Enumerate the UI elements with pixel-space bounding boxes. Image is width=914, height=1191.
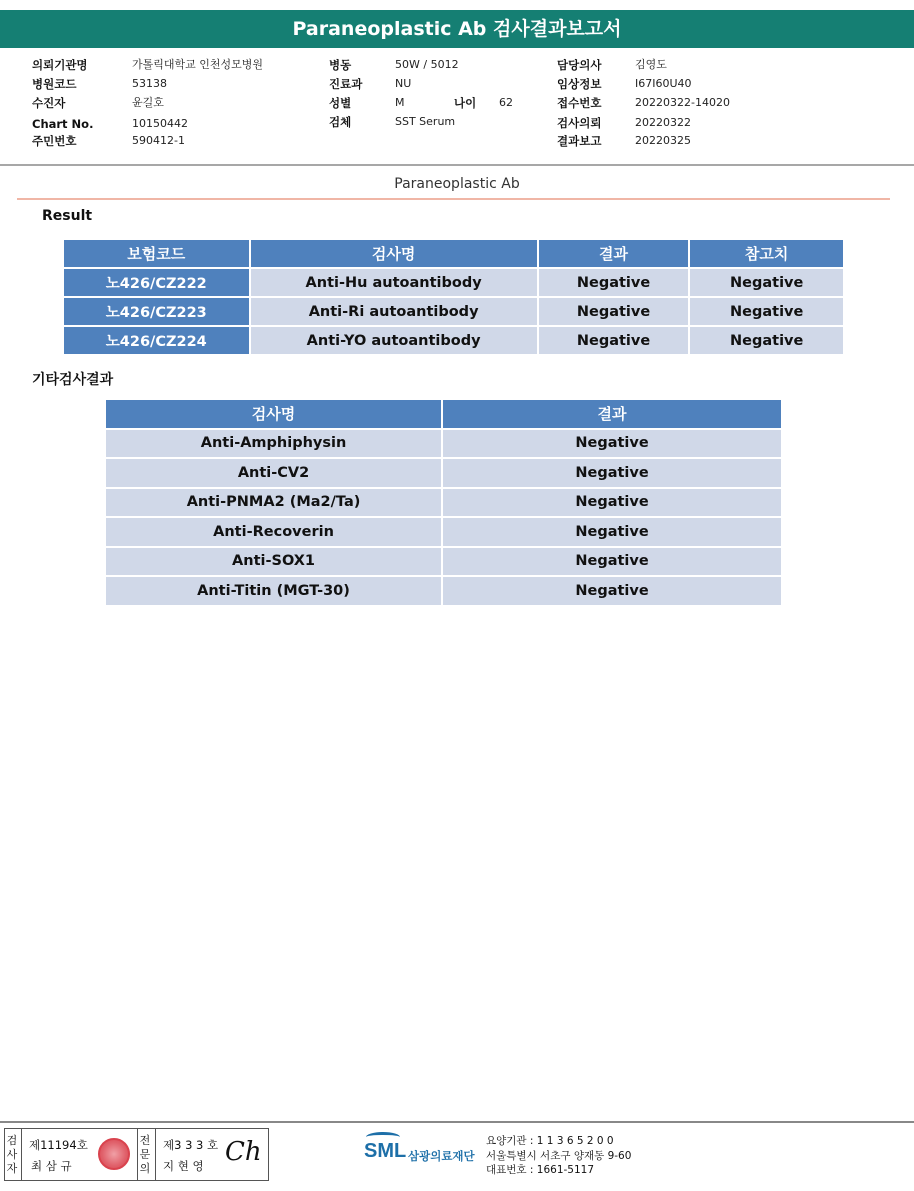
examiner-number: 제11194호 [29, 1138, 88, 1152]
organization-name: 삼광의료재단 [408, 1149, 475, 1163]
value-department: NU [395, 77, 412, 90]
value-report-date: 20220325 [635, 134, 691, 147]
table-row [63, 326, 844, 355]
value-clinical-info: I67I60U40 [635, 77, 692, 90]
value-request-date: 20220322 [635, 116, 691, 129]
specialist-label [139, 1134, 153, 1176]
label-receipt-no: 접수번호 [557, 96, 602, 110]
table-row [63, 268, 844, 297]
specialist-label-text: 전문의 [139, 1134, 151, 1175]
label-sex: 성별 [329, 96, 352, 110]
header-reference: 참고치 [689, 239, 844, 268]
value-sex: M [395, 96, 405, 109]
result-cell: Negative [442, 576, 782, 606]
box-separator [21, 1129, 22, 1180]
label-age: 나이 [454, 96, 477, 110]
value-chart-no: 10150442 [132, 117, 188, 130]
organization-info [486, 1134, 631, 1178]
insurance-code-cell: 노426/CZ222 [63, 268, 250, 297]
other-results-table [104, 398, 783, 607]
test-name-cell: Anti-PNMA2 (Ma2/Ta) [105, 488, 442, 518]
insurance-code-cell: 노426/CZ223 [63, 297, 250, 326]
result-cell: Negative [538, 326, 690, 355]
result-cell: Negative [538, 297, 690, 326]
test-name-cell: Anti-YO autoantibody [250, 326, 538, 355]
result-cell: Negative [442, 458, 782, 488]
specialist-name: 지 현 영 [163, 1159, 204, 1173]
reference-cell: Negative [689, 326, 844, 355]
section-divider [17, 198, 890, 200]
label-chart-no: Chart No. [32, 117, 94, 131]
test-name-cell: Anti-Titin (MGT-30) [105, 576, 442, 606]
label-resident-no: 주민번호 [32, 134, 77, 148]
table-row [105, 517, 782, 547]
org-info-line: 요양기관 : 1 1 3 6 5 2 0 0 [486, 1135, 614, 1147]
table-header-row [105, 399, 782, 429]
result-cell: Negative [442, 547, 782, 577]
label-doctor: 담당의사 [557, 58, 602, 72]
value-resident-no: 590412-1 [132, 134, 185, 147]
label-specimen: 검체 [329, 115, 352, 129]
result-cell: Negative [538, 268, 690, 297]
footer-divider [0, 1121, 914, 1123]
section-title: Paraneoplastic Ab [394, 176, 520, 192]
result-cell: Negative [442, 429, 782, 459]
box-separator [155, 1129, 156, 1180]
value-doctor: 김영도 [635, 58, 667, 71]
table-row [105, 576, 782, 606]
header-result: 결과 [442, 399, 782, 429]
label-patient: 수진자 [32, 96, 66, 110]
header-test-name: 검사명 [250, 239, 538, 268]
box-separator [137, 1129, 138, 1180]
table-row [105, 547, 782, 577]
examiner-label [6, 1134, 20, 1176]
examiner-label-text: 검사자 [6, 1134, 18, 1175]
sml-logo [364, 1134, 484, 1176]
seal-stamp-icon [98, 1138, 130, 1170]
value-institution: 가톨릭대학교 인천성모병원 [132, 58, 264, 71]
header-test-name: 검사명 [105, 399, 442, 429]
value-specimen: SST Serum [395, 115, 456, 128]
test-name-cell: Anti-SOX1 [105, 547, 442, 577]
value-age: 62 [499, 96, 513, 109]
table-row [105, 458, 782, 488]
table-row [105, 429, 782, 459]
result-cell: Negative [442, 488, 782, 518]
other-results-heading: 기타검사결과 [32, 372, 114, 388]
report-title: Paraneoplastic Ab 검사결과보고서 [0, 10, 914, 48]
reference-cell: Negative [689, 297, 844, 326]
label-request-date: 검사의뢰 [557, 116, 602, 130]
test-name-cell: Anti-Amphiphysin [105, 429, 442, 459]
label-institution: 의뢰기관명 [32, 58, 88, 72]
test-name-cell: Anti-Hu autoantibody [250, 268, 538, 297]
label-department: 진료과 [329, 77, 363, 91]
header-result: 결과 [538, 239, 690, 268]
table-row [105, 488, 782, 518]
value-hospital-code: 53138 [132, 77, 167, 90]
header-insurance-code: 보험코드 [63, 239, 250, 268]
value-ward: 50W / 5012 [395, 58, 459, 71]
test-name-cell: Anti-Recoverin [105, 517, 442, 547]
info-divider [0, 164, 914, 166]
test-name-cell: Anti-CV2 [105, 458, 442, 488]
value-patient: 윤길호 [132, 96, 164, 109]
label-hospital-code: 병원코드 [32, 77, 77, 91]
value-receipt-no: 20220322-14020 [635, 96, 730, 109]
label-ward: 병동 [329, 58, 352, 72]
table-row [63, 297, 844, 326]
org-info-line: 서울특별시 서초구 양재동 9-60 [486, 1149, 632, 1162]
specialist-number: 제3 3 3 호 [163, 1138, 219, 1152]
result-heading: Result [42, 208, 93, 224]
examiner-name: 최 삼 규 [31, 1159, 72, 1173]
test-name-cell: Anti-Ri autoantibody [250, 297, 538, 326]
signature-box [4, 1128, 269, 1181]
table-header-row [63, 239, 844, 268]
reference-cell: Negative [689, 268, 844, 297]
insurance-code-cell: 노426/CZ224 [63, 326, 250, 355]
result-cell: Negative [442, 517, 782, 547]
logo-mark: SML [364, 1140, 407, 1162]
patient-info [0, 56, 914, 166]
label-report-date: 결과보고 [557, 134, 602, 148]
label-clinical-info: 임상정보 [557, 77, 602, 91]
signature-image: Ch [225, 1137, 262, 1167]
org-info-line: 대표번호 : 1661-5117 [486, 1164, 595, 1176]
result-table [62, 238, 845, 356]
